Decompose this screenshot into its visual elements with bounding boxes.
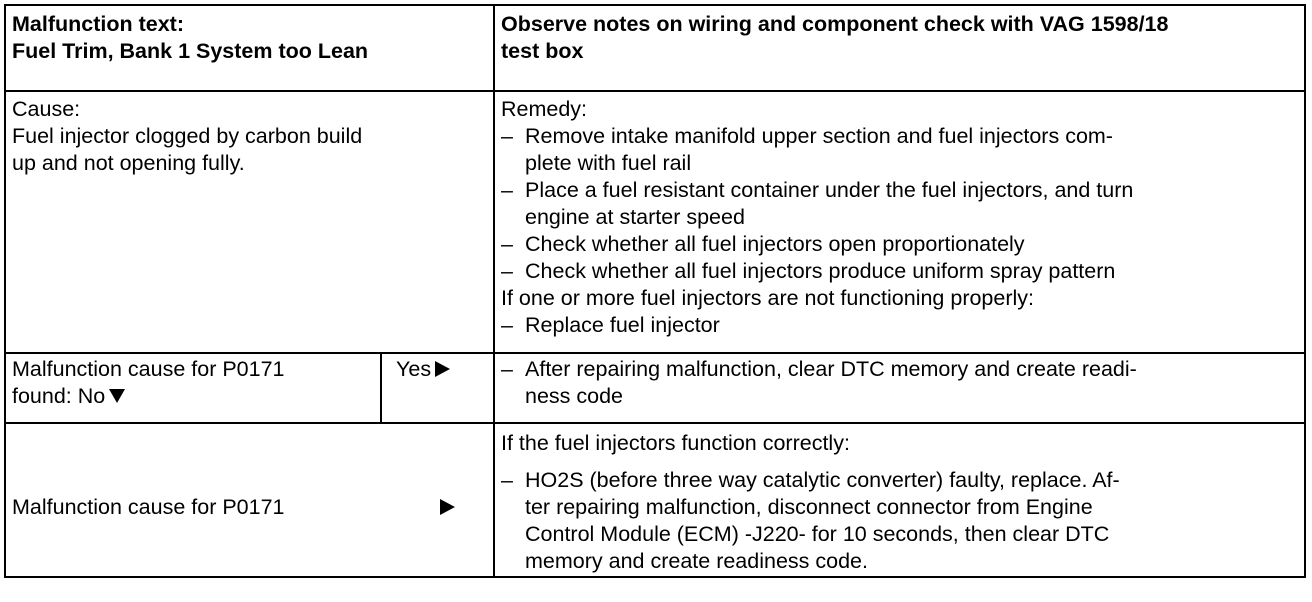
notes-heading-line2: test box xyxy=(501,39,584,63)
cause-cell xyxy=(5,91,494,353)
remedy-condition: If one or more fuel injectors are not functioning properly: xyxy=(501,286,1035,310)
last-left-cell xyxy=(5,423,494,577)
dash-mark: – xyxy=(501,357,513,381)
arrow-right-icon xyxy=(435,361,450,377)
last-action xyxy=(501,467,1304,575)
last-action-line3: Control Module (ECM) -J220- for 10 seconds, then clear DTC xyxy=(525,522,1110,546)
cause-row xyxy=(5,91,1305,353)
cause-line-1: Fuel injector clogged by carbon build xyxy=(12,124,363,148)
cause-label: Cause: xyxy=(12,97,81,121)
arrow-down-icon xyxy=(109,389,125,403)
found-action-line1: After repairing malfunction, clear DTC memory and create readi- xyxy=(525,357,1137,381)
found-left-cell xyxy=(5,353,494,423)
remedy-final-step xyxy=(501,312,1304,339)
found-action xyxy=(501,356,1304,410)
header-row xyxy=(5,5,1305,91)
remedy-step xyxy=(501,258,1304,285)
yes-branch xyxy=(382,354,493,422)
dash-mark: – xyxy=(501,124,513,148)
found-question-line2-wrap xyxy=(12,383,380,410)
malfunction-table xyxy=(4,4,1306,578)
remedy-label: Remedy: xyxy=(501,97,588,121)
cause-line-2: up and not opening fully. xyxy=(12,151,245,175)
header-left-cell xyxy=(5,5,494,91)
remedy-step-text: Remove intake manifold upper section and fuel injectors com- plete with fuel rail xyxy=(525,124,1113,175)
remedy-step xyxy=(501,123,1304,177)
malfunction-text-value: Fuel Trim, Bank 1 System too Lean xyxy=(12,39,369,63)
malfunction-text-label: Malfunction text: xyxy=(12,12,184,36)
dash-mark: – xyxy=(501,468,513,492)
found-action-line2: ness code xyxy=(525,384,624,408)
dash-mark: – xyxy=(501,232,513,256)
remedy-step-text: Check whether all fuel injectors produce uniform spray pattern xyxy=(525,259,1116,283)
last-row xyxy=(5,423,1305,577)
found-action-cell xyxy=(494,353,1305,423)
remedy-step-text: Place a fuel resistant container under the fuel injectors, and turn engine at starter speed xyxy=(525,178,1134,229)
remedy-final-step-text: Replace fuel injector xyxy=(525,313,720,337)
remedy-step-text: Check whether all fuel injectors open proportionately xyxy=(525,232,1025,256)
last-action-cell xyxy=(494,423,1305,577)
last-question: Malfunction cause for P0171 xyxy=(12,495,285,519)
yes-label: Yes xyxy=(396,357,432,381)
dash-mark: – xyxy=(501,259,513,283)
dash-mark: – xyxy=(501,313,513,337)
header-right-cell xyxy=(494,5,1305,91)
last-action-line4: memory and create readiness code. xyxy=(525,549,868,573)
remedy-step xyxy=(501,177,1304,231)
remedy-cell xyxy=(494,91,1305,353)
notes-heading-line1: Observe notes on wiring and component check with VAG 1598/18 xyxy=(501,12,1169,36)
found-question-line2: found: No xyxy=(12,384,106,408)
last-action-line2: ter repairing malfunction, disconnect connector from Engine xyxy=(525,495,1093,519)
found-question xyxy=(6,354,382,422)
last-condition: If the fuel injectors function correctly: xyxy=(501,431,850,455)
spacer xyxy=(501,457,1304,467)
remedy-step xyxy=(501,231,1304,258)
arrow-right-icon xyxy=(440,499,455,515)
found-action-text xyxy=(525,356,1304,410)
dash-mark: – xyxy=(501,178,513,202)
found-question-line1: Malfunction cause for P0171 xyxy=(12,357,285,381)
last-action-text xyxy=(525,467,1304,575)
last-action-line1: HO2S (before three way catalytic converter) faulty, replace. Af- xyxy=(525,468,1120,492)
found-row xyxy=(5,353,1305,423)
